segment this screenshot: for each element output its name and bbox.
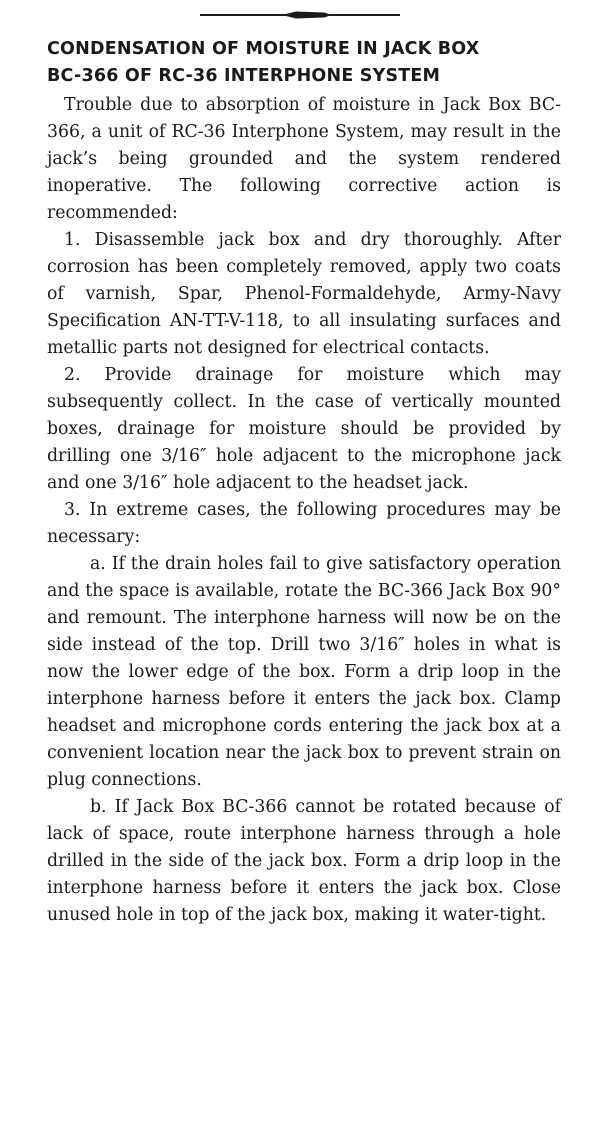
step-1-paragraph: 1. Disassemble jack box and dry thoroughly. After corrosion has been completely removed, apply two coats of varnish, Spar, Phenol-Formaldehyde, Army-Navy Specification AN-TT-V-118, to all insulating surfaces and metallic parts not designed for electrical contacts. <box>47 230 561 358</box>
substep-a-paragraph: a. If the drain holes fail to give satisfactory operation and the space is available, rotate the BC-366 Jack Box 90° and remount. The interphone harness will now be on the side instead of the top. Drill two 3/16″ holes in what is now the lower edge of the box. Form a drip loop in the interphone harness before it enters the jack box. Clamp headset and microphone cords entering the jack box at a convenient location near the jack box to prevent strain on plug connections. <box>47 554 561 790</box>
article-body <box>47 92 561 929</box>
step-2-paragraph: 2. Provide drainage for moisture which may subsequently collect. In the case of vertically mounted boxes, drainage for moisture should be provided by drilling one 3/16″ hole adjacent to the microphone jack and one 3/16″ hole adjacent to the headset jack. <box>47 365 561 493</box>
article-title-line-2: BC-366 OF RC-36 INTERPHONE SYSTEM <box>47 66 441 86</box>
article-title <box>47 36 567 90</box>
section-divider-ornament <box>200 9 400 21</box>
step-3-paragraph: 3. In extreme cases, the following procedures may be necessary: <box>47 500 561 547</box>
substep-b-paragraph: b. If Jack Box BC-366 cannot be rotated because of lack of space, route interphone harness through a hole drilled in the side of the jack box. Form a drip loop in the interphone harness before it enters the jack box. Close unused hole in top of the jack box, making it water-tight. <box>47 797 561 925</box>
article-title-line-1: CONDENSATION OF MOISTURE IN JACK BOX <box>47 39 480 59</box>
intro-paragraph: Trouble due to absorption of moisture in Jack Box BC-366, a unit of RC-36 Interphone System, may result in the jack’s being grounded and the system rendered inoperative. The following corrective action is recommended: <box>47 95 561 223</box>
